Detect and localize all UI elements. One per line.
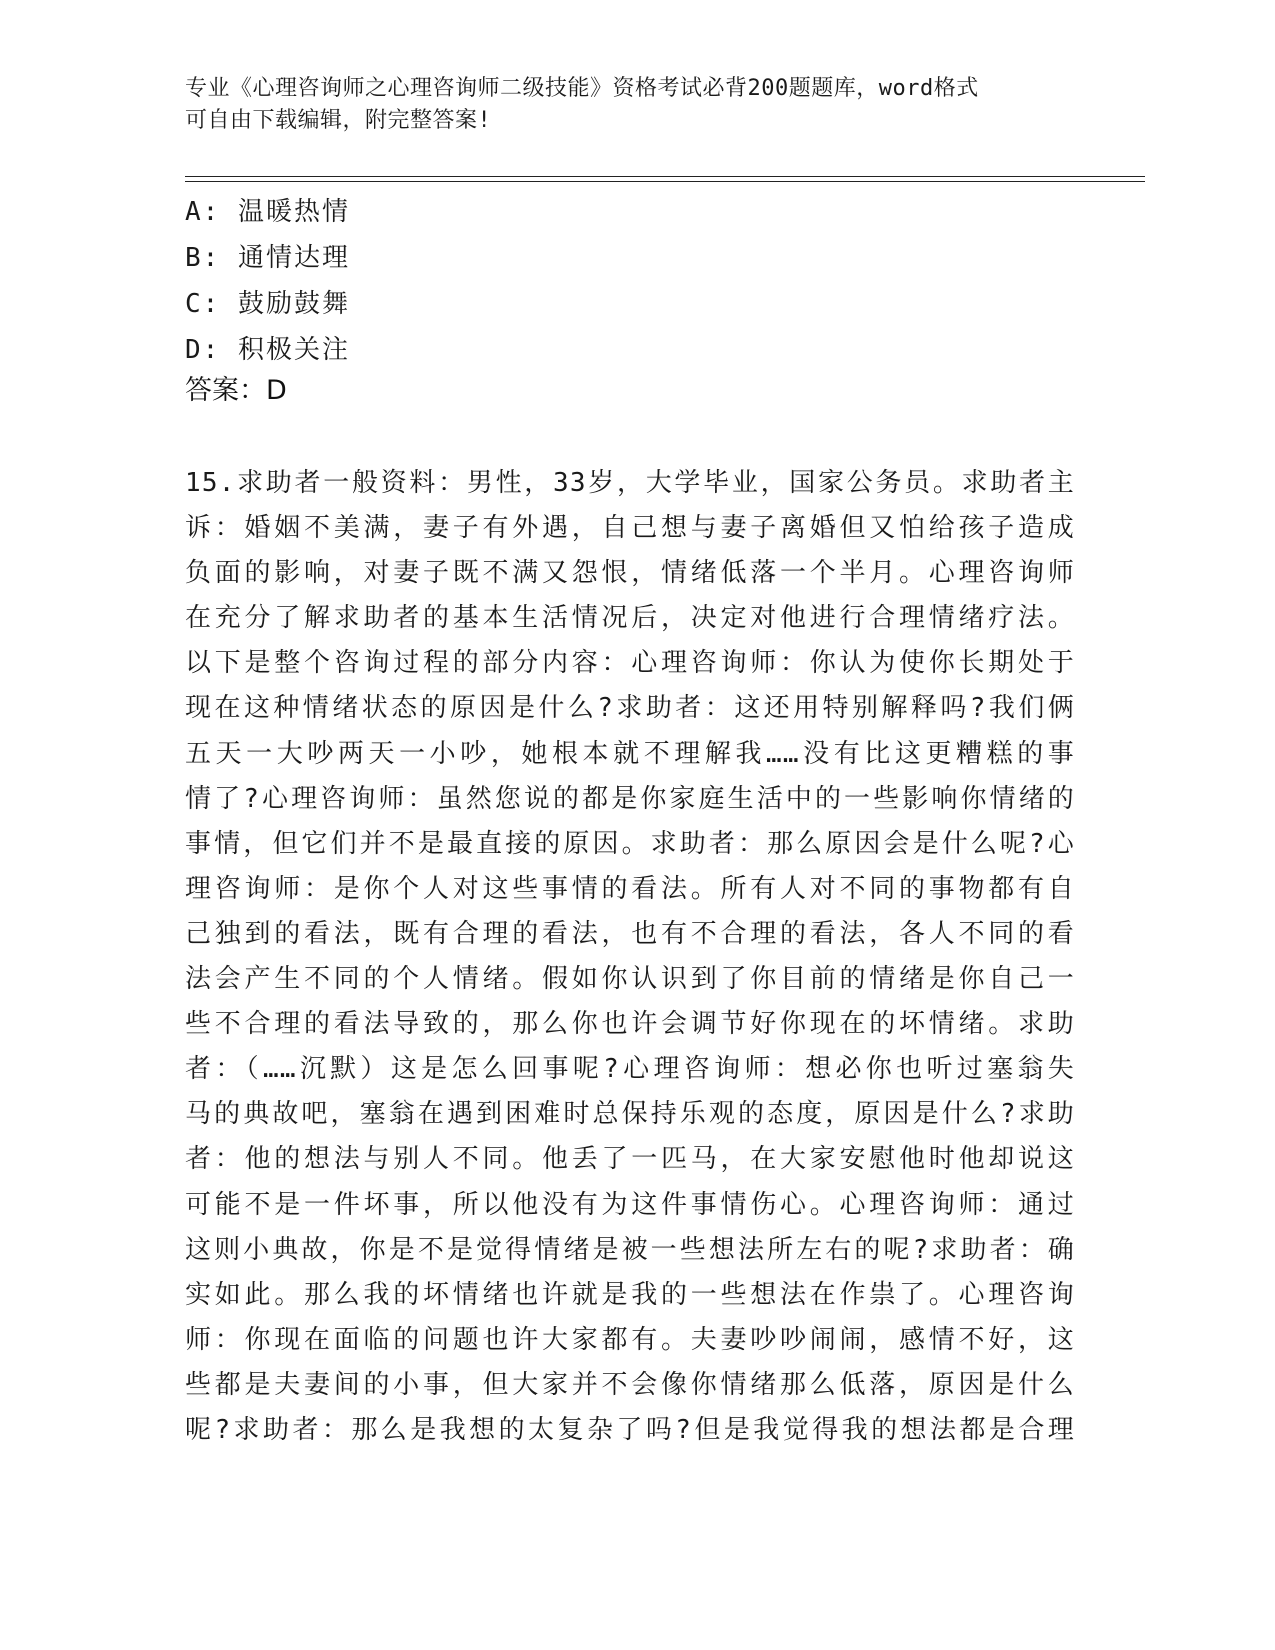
option-a: A: 温暖热情 bbox=[185, 197, 350, 227]
question-line: 负面的影响，对妻子既不满又怨恨，情绪低落一个半月。心理咨询师 bbox=[185, 558, 1075, 589]
question-line: 诉：婚姻不美满，妻子有外遇，自己想与妻子离婚但又怕给孩子造成 bbox=[185, 513, 1075, 544]
question-line: 呢?求助者：那么是我想的太复杂了吗?但是我觉得我的想法都是合理 bbox=[185, 1414, 1075, 1445]
question-line: 些不合理的看法导致的，那么你也许会调节好你现在的坏情绪。求助 bbox=[185, 1009, 1075, 1040]
question-line: 在充分了解求助者的基本生活情况后，决定对他进行合理情绪疗法。 bbox=[185, 603, 1075, 634]
header-line-1: 专业《心理咨询师之心理咨询师二级技能》资格考试必背200题题库，word格式 bbox=[185, 76, 979, 101]
option-d: D: 积极关注 bbox=[185, 335, 350, 365]
question-line: 以下是整个咨询过程的部分内容：心理咨询师：你认为使你长期处于 bbox=[185, 648, 1075, 679]
question-line: 15.求助者一般资料：男性，33岁，大学毕业，国家公务员。求助者主 bbox=[185, 468, 1075, 498]
question-line: 实如此。那么我的坏情绪也许就是我的一些想法在作祟了。心理咨询 bbox=[185, 1279, 1075, 1310]
question-line: 五天一大吵两天一小吵，她根本就不理解我……没有比这更糟糕的事 bbox=[185, 738, 1075, 769]
header-divider-top bbox=[185, 176, 1145, 177]
question-line: 事情，但它们并不是最直接的原因。求助者：那么原因会是什么呢?心 bbox=[185, 828, 1075, 859]
header-line-2: 可自由下载编辑，附完整答案! bbox=[185, 108, 492, 133]
question-line: 理咨询师：是你个人对这些事情的看法。所有人对不同的事物都有自 bbox=[185, 873, 1075, 904]
header-divider-bottom bbox=[185, 181, 1145, 182]
option-b: B: 通情达理 bbox=[185, 243, 350, 273]
question-line: 师：你现在面临的问题也许大家都有。夫妻吵吵闹闹，感情不好，这 bbox=[185, 1324, 1075, 1355]
question-15 bbox=[185, 461, 1075, 1453]
question-line: 这则小典故，你是不是觉得情绪是被一些想法所左右的呢?求助者：确 bbox=[185, 1234, 1075, 1265]
question-line: 现在这种情绪状态的原因是什么?求助者：这还用特别解释吗?我们俩 bbox=[185, 693, 1075, 724]
question-line: 马的典故吧，塞翁在遇到困难时总保持乐观的态度，原因是什么?求助 bbox=[185, 1099, 1075, 1130]
question-line: 者：（……沉默）这是怎么回事呢?心理咨询师：想必你也听过塞翁失 bbox=[185, 1054, 1075, 1085]
question-line: 法会产生不同的个人情绪。假如你认识到了你目前的情绪是你自己一 bbox=[185, 964, 1075, 995]
question-line: 己独到的看法，既有合理的看法，也有不合理的看法，各人不同的看 bbox=[185, 918, 1075, 949]
question-line: 些都是夫妻间的小事，但大家并不会像你情绪那么低落，原因是什么 bbox=[185, 1369, 1075, 1400]
document-header bbox=[185, 73, 1065, 137]
answer-options bbox=[185, 189, 1085, 373]
question-line: 情了?心理咨询师：虽然您说的都是你家庭生活中的一些影响你情绪的 bbox=[185, 783, 1075, 814]
option-c: C: 鼓励鼓舞 bbox=[185, 289, 350, 319]
question-line: 者：他的想法与别人不同。他丢了一匹马，在大家安慰他时他却说这 bbox=[185, 1144, 1075, 1175]
question-line: 可能不是一件坏事，所以他没有为这件事情伤心。心理咨询师：通过 bbox=[185, 1189, 1075, 1220]
answer-line: 答案：D bbox=[185, 375, 287, 406]
